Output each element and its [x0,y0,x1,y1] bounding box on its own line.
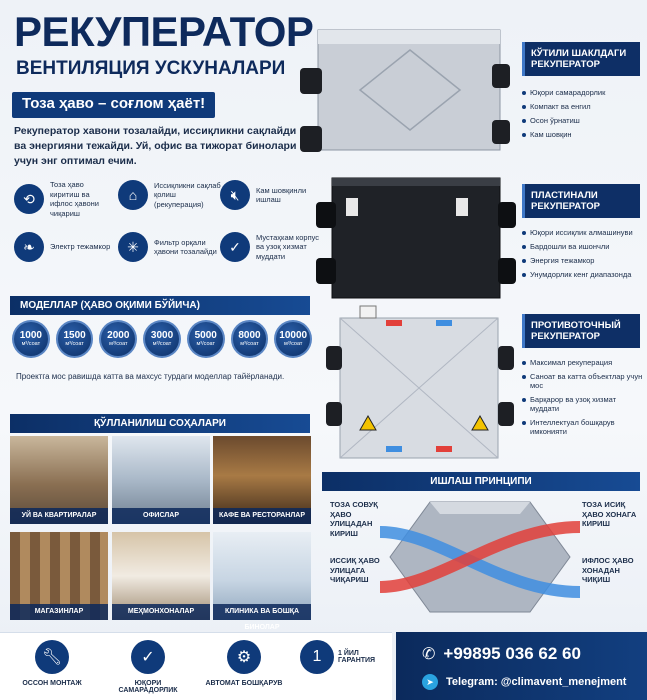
models-heading: МОДЕЛЛАР (ҲАВО ОҚИМИ БЎЙИЧА) [10,296,310,315]
model-value: 10000 [279,330,308,341]
model-unit: м³/соат [152,341,172,347]
principle-label-right-top: ТОЗА ИСИҚ ҲАВО ХОНАГА КИРИШ [582,500,637,528]
product-point: Кам шовқин [522,130,644,139]
feature-item [118,180,222,210]
product-features [522,358,644,441]
benefit-label: ЮҚОРИ САМАРАДОРЛИК [118,680,178,694]
benefit-efficiency [108,640,188,694]
feature-text: Тоза ҳаво киритиш ва ифлос ҳавони чиқариш [50,180,99,218]
shield-check-icon: ✓ [131,640,165,674]
application-tile-clinic[interactable] [213,532,311,631]
application-label: МЕҲМОНХОНАЛАР [112,604,210,620]
model-badge[interactable] [274,320,312,358]
model-list [12,320,312,358]
model-value: 5000 [194,330,217,341]
benefit-install [12,640,92,687]
wrench-icon: 🔧︎ [35,640,69,674]
product-title: КЎТИЛИ ШАКЛДАГИ РЕКУПЕРАТОР [522,42,640,76]
mute-speaker-icon: 🔇︎ [220,180,250,210]
feature-item [14,232,114,262]
principle-label-left-bottom: ИССИҚ ҲАВО УЛИЦАГА ЧИҚАРИШ [330,556,380,584]
model-badge[interactable] [12,320,50,358]
model-badge[interactable] [56,320,94,358]
application-label: МАГАЗИНЛАР [10,604,108,620]
model-unit: м³/соат [240,341,259,347]
leaf-icon: ❧ [14,232,44,262]
telegram-icon: ➤ [422,674,438,690]
feature-item [14,180,114,218]
benefit-warranty [300,640,384,674]
telegram-row[interactable] [422,674,626,690]
phone-icon: ✆ [422,646,436,663]
application-tile-shops[interactable] [10,532,108,620]
feature-item [220,180,316,210]
phone-row[interactable] [422,644,581,664]
application-tile-home[interactable] [10,436,108,524]
medal-icon [300,640,334,674]
feature-text: Мустаҳкам корпус ва узоқ хизмат муддати [256,232,320,261]
principle-label-right-bottom: ИФЛОС ҲАВО ХОНАДАН ЧИҚИШ [582,556,634,584]
application-label: КАФЕ ВА РЕСТОРАНЛАР [213,508,311,524]
application-tile-cafe[interactable] [213,436,311,524]
shield-check-icon: ✓ [220,232,250,262]
model-unit: м³/соат [21,341,41,347]
product-point: Юқори иссиқлик алмашинуви [522,228,644,237]
feature-text: Иссиқликни сақлаб қолиш (рекуперация) [154,180,221,209]
product-point: Интеллектуал бошқарув имконияти [522,418,644,436]
product-point: Саноат ва катта объектлар учун мос [522,372,644,390]
product-title: ПЛАСТИНАЛИ РЕКУПЕРАТОР [522,184,640,218]
product-point: Бардошли ва ишончли [522,242,644,251]
models-note: Проектга мос равишда катта ва махсус турдаги моделлар тайёрланади. [16,372,285,381]
page-subtitle: ВЕНТИЛЯЦИЯ УСКУНАЛАРИ [16,58,286,79]
product-features [522,88,644,144]
product-point: Осон ўрнатиш [522,116,644,125]
product-title: ПРОТИВОТОЧНЫЙ РЕКУПЕРАТОР [522,314,640,348]
product-point: Юқори самарадорлик [522,88,644,97]
product-point: Максимал рекуперация [522,358,644,367]
model-badge[interactable] [231,320,269,358]
model-unit: м³/соат [283,341,303,347]
product-point: Барқарор ва узоқ хизмат муддати [522,395,644,413]
heat-exchanger-diagram [380,492,580,622]
gear-icon: ⚙ [227,640,261,674]
contact-panel [396,632,647,700]
benefit-label: ОССОН МОНТАЖ [22,680,82,687]
product-features [522,228,644,284]
filter-icon: ✳ [118,232,148,262]
product-point: Энергия тежамкор [522,256,644,265]
feature-text: Фильтр орқали ҳавони тозалайди [154,237,217,256]
slogan-banner: Тоза ҳаво – соғлом ҳаёт! [12,92,215,118]
feature-item [220,232,320,262]
air-exchange-icon: ⟲ [14,184,44,214]
benefit-label: АВТОМАТ БОШҚАРУВ [205,680,283,687]
page-title: РЕКУПЕРАТОР [14,8,314,55]
model-value: 3000 [150,330,174,341]
home-heat-icon: ⌂ [118,180,148,210]
intro-text: Рекуператор хавони тозалайди, иссиқликни сақлайди ва энергияни тежайди. Уй, офис ва тижорат бинолари учун энг оптимал ечим. [14,125,297,167]
principle-label-left-top: ТОЗА СОВУҚ ҲАВО УЛИЦАДАН КИРИШ [330,500,378,538]
model-value: 1000 [19,330,42,341]
feature-text: Кам шовқинли ишлаш [256,185,307,204]
application-tile-hotels[interactable] [112,532,210,620]
application-label: ОФИСЛАР [112,508,210,524]
product-point: Унумдорлик кенг диапазонда [522,270,644,279]
benefit-automation [204,640,284,687]
medal-number: 1 [312,648,322,665]
model-badge[interactable] [187,320,225,358]
model-value: 1500 [63,330,86,341]
model-unit: м³/соат [196,341,215,347]
principle-heading: ИШЛАШ ПРИНЦИПИ [322,472,640,491]
applications-heading: ҚЎЛЛАНИЛИШ СОҲАЛАРИ [10,414,310,433]
model-value: 2000 [107,330,130,341]
plate-recuperator-image [316,172,516,304]
application-tile-offices[interactable] [112,436,210,524]
feature-text: Электр тежамкор [50,242,111,252]
model-unit: м³/соат [65,341,84,347]
model-badge[interactable] [143,320,181,358]
telegram-handle[interactable]: Telegram: @climavent_menejment [446,676,627,688]
feature-item [118,232,222,262]
phone-number[interactable]: +99895 036 62 60 [443,644,581,663]
product-point: Компакт ва енгил [522,102,644,111]
model-badge[interactable] [99,320,137,358]
benefit-label: 1 ЙИЛ ГАРАНТИЯ [338,650,376,664]
model-unit: м³/соат [109,341,128,347]
counterflow-recuperator-image [326,306,516,466]
cassette-recuperator-image [300,22,510,157]
model-value: 8000 [238,330,261,341]
application-label: КЛИНИКА ВА БОШҚА БИНОЛАР [213,604,311,620]
application-label: УЙ ВА КВАРТИРАЛАР [10,508,108,524]
